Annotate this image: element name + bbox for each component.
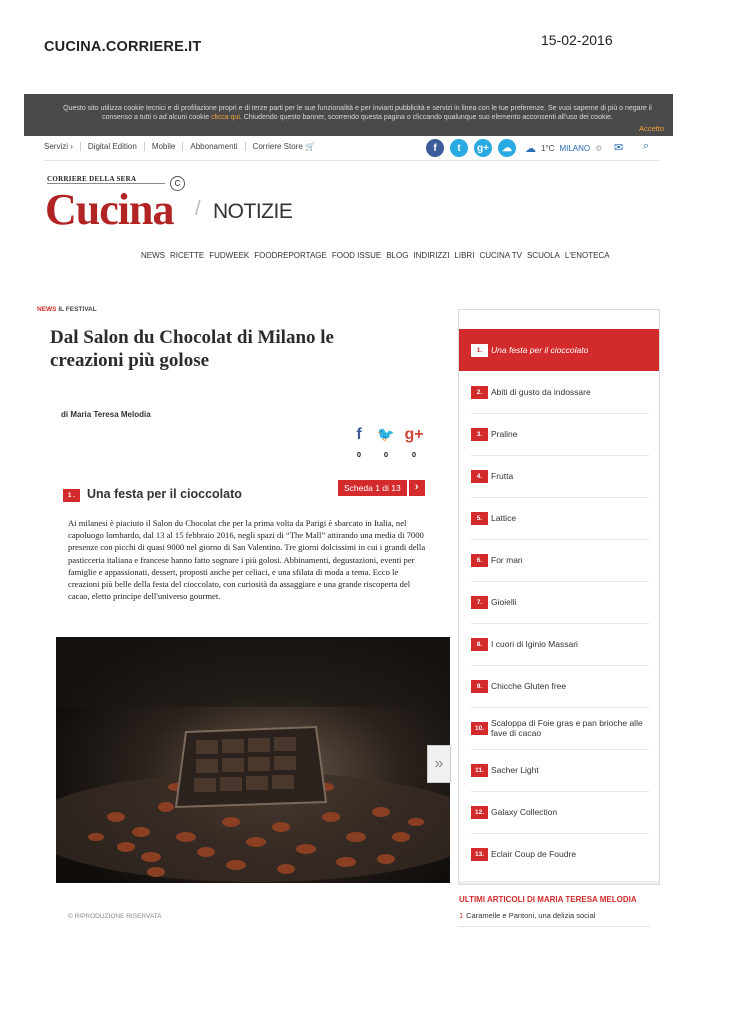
copyright: © RIPRODUZIONE RISERVATA bbox=[68, 913, 162, 920]
sidebar-item[interactable] bbox=[459, 623, 659, 665]
sidebar-item-label: Lattice bbox=[491, 513, 517, 523]
nav-fudweek[interactable]: FUDWEEK bbox=[209, 251, 250, 260]
next-slide-button[interactable]: › bbox=[409, 480, 425, 496]
topnav-digital-edition[interactable]: Digital Edition bbox=[81, 142, 145, 151]
sidebar-item[interactable] bbox=[459, 749, 659, 791]
sidebar-item-number: 11. bbox=[471, 764, 488, 777]
share-facebook-button[interactable] bbox=[347, 426, 371, 459]
nav-news[interactable]: NEWS bbox=[141, 251, 165, 260]
sidebar-item-number: 6. bbox=[471, 554, 488, 567]
sidebar-item[interactable] bbox=[459, 329, 659, 371]
sidebar-item-label: I cuori di Iginio Massari bbox=[491, 639, 578, 649]
chocolate-photo bbox=[56, 637, 450, 883]
nav-cucina-tv[interactable]: CUCINA TV bbox=[479, 251, 522, 260]
cucina-logo[interactable]: Cucina bbox=[45, 185, 174, 234]
divider bbox=[458, 926, 650, 927]
registered-mark: C bbox=[170, 176, 185, 191]
slides-sidebar bbox=[458, 309, 660, 885]
sidebar-item-number: 3. bbox=[471, 428, 488, 441]
sidebar-item-number: 10. bbox=[471, 722, 488, 735]
twitter-icon[interactable]: t bbox=[450, 139, 468, 157]
card-title: Una festa per il cioccolato bbox=[87, 487, 242, 501]
topnav-mobile[interactable]: Mobile bbox=[145, 142, 184, 151]
sidebar-item-number: 12. bbox=[471, 806, 488, 819]
sidebar-item-number: 1. bbox=[471, 344, 488, 357]
mail-icon[interactable]: ✉ bbox=[614, 142, 624, 154]
latest-article-title: Caramelle e Pantoni, una delizia social bbox=[466, 911, 596, 920]
sidebar-item-label: Una festa per il cioccolato bbox=[491, 345, 589, 355]
sidebar-item-number: 8. bbox=[471, 638, 488, 651]
article-byline: di Maria Teresa Melodia bbox=[61, 410, 151, 419]
cookie-text: Questo sito utilizza cookie tecnici e di profilazione propri e di terze parti per le sue funzionalità e per inviarti pubblicità e servizi in linea con le tue preferenze. Se vuoi saperne di più o negare il consenso a tutti o ad alcuni cookie clicca qui. Chiudendo questo banner, scorrendo questa pagina o cliccando qualunque suo elemento acconsenti all'uso dei cookie. bbox=[63, 105, 652, 121]
weather-widget[interactable] bbox=[525, 142, 602, 155]
article-kicker bbox=[37, 306, 97, 313]
sidebar-item[interactable] bbox=[459, 791, 659, 833]
share-count: 0 bbox=[411, 450, 417, 459]
sidebar-item[interactable] bbox=[459, 581, 659, 623]
card-number: 1 . bbox=[63, 489, 80, 502]
sidebar-item-label: Gioielli bbox=[491, 597, 517, 607]
nav-foodreportage[interactable]: FOODREPORTAGE bbox=[254, 251, 327, 260]
article-photo bbox=[56, 637, 450, 883]
article-body: Ai milanesi è piaciuto il Salon du Chocolat che per la prima volta da Parigi è sbarcato in Italia, nel capoluogo lombardo, dal 13 al 15 febbraio 2016, negli spazi di “The Mall” attirando una media di 7000 presenze con picchi di quasi 9000 nel giorno di San Valentino. Tre giorni dolcissimi in cui i grandi della pasticceria italiana e francese hanno fatto sognare i più golosi. Abbinamenti, degustazioni, eventi per famiglie e appassionati, dessert, proposti anche per celiaci, e una sfilata di moda a tema. Ecco le creazioni più belle della festa del cioccolato, con curiosità da assaggiare e una grande riscoperta del cacao, eletto principe dell'universo gourmet. bbox=[68, 518, 426, 602]
sidebar-item-number: 4. bbox=[471, 470, 488, 483]
nav-enoteca[interactable]: L'ENOTECA bbox=[564, 251, 610, 260]
weather-city: MILANO bbox=[559, 144, 591, 153]
google-plus-icon: g+ bbox=[404, 426, 424, 443]
nav-food-issue[interactable]: FOOD ISSUE bbox=[331, 251, 382, 260]
sidebar-item-label: Abiti di gusto da indossare bbox=[491, 387, 591, 397]
sidebar-item[interactable] bbox=[459, 455, 659, 497]
nav-blog[interactable]: BLOG bbox=[386, 251, 409, 260]
sidebar-item[interactable] bbox=[459, 413, 659, 455]
sidebar-item-number: 5. bbox=[471, 512, 488, 525]
nav-ricette[interactable]: RICETTE bbox=[170, 251, 205, 260]
latest-articles-heading: ULTIMI ARTICOLI DI MARIA TERESA MELODIA bbox=[459, 895, 637, 904]
sidebar-item[interactable] bbox=[459, 539, 659, 581]
gear-icon[interactable]: ⚙ bbox=[595, 144, 603, 153]
sidebar-item-label: Scaloppa di Foie gras e pan brioche alle fave di cacao bbox=[491, 718, 643, 738]
cookie-link[interactable]: clicca qui bbox=[211, 114, 240, 121]
share-count: 0 bbox=[356, 450, 362, 459]
nav-indirizzi[interactable]: INDIRIZZI bbox=[413, 251, 450, 260]
sidebar-item-label: Frutta bbox=[491, 471, 514, 481]
slide-counter bbox=[338, 480, 425, 496]
sidebar-item-number: 2. bbox=[471, 386, 488, 399]
sidebar-item-label: Praline bbox=[491, 429, 518, 439]
sidebar-item[interactable] bbox=[459, 707, 659, 749]
sidebar-item-number: 9. bbox=[471, 680, 488, 693]
latest-article-link[interactable] bbox=[459, 911, 595, 920]
article-headline: Dal Salon du Chocolat di Milano le creazioni più golose bbox=[50, 327, 334, 371]
slide-counter-label: Scheda 1 di 13 bbox=[338, 480, 407, 496]
nav-scuola[interactable]: SCUOLA bbox=[526, 251, 560, 260]
sidebar-item[interactable] bbox=[459, 665, 659, 707]
divider: / bbox=[195, 198, 201, 220]
kicker-news[interactable]: NEWS bbox=[37, 306, 57, 313]
topnav-abbonamenti[interactable]: Abbonamenti bbox=[183, 142, 245, 151]
photo-next-arrow[interactable]: » bbox=[427, 745, 451, 783]
weather-temp: 1°C bbox=[541, 144, 555, 153]
section-title: NOTIZIE bbox=[213, 200, 293, 223]
print-date: 15-02-2016 bbox=[541, 32, 613, 48]
facebook-icon: f bbox=[356, 426, 362, 443]
google-plus-icon[interactable]: g+ bbox=[474, 139, 492, 157]
sidebar-item-label: Eclair Coup de Foudre bbox=[491, 849, 577, 859]
latest-article-number: 1 bbox=[459, 911, 464, 920]
share-twitter-button[interactable] bbox=[374, 426, 398, 459]
sidebar-item-label: For man bbox=[491, 555, 523, 565]
sidebar-item-label: Sacher Light bbox=[491, 765, 539, 775]
site-name: CUCINA.CORRIERE.IT bbox=[44, 39, 202, 55]
cookie-banner bbox=[24, 94, 673, 136]
divider bbox=[44, 160, 659, 161]
twitter-icon: 🐦 bbox=[377, 426, 395, 442]
sidebar-item[interactable] bbox=[459, 833, 659, 875]
search-icon[interactable]: ⌕ bbox=[643, 140, 650, 152]
share-count: 0 bbox=[383, 450, 389, 459]
main-navigation bbox=[141, 251, 610, 260]
sidebar-item[interactable] bbox=[459, 371, 659, 413]
sidebar-item-number: 7. bbox=[471, 596, 488, 609]
sidebar-item-number: 13. bbox=[471, 848, 488, 861]
top-navigation bbox=[44, 142, 322, 151]
nav-libri[interactable]: LIBRI bbox=[454, 251, 475, 260]
share-google-plus-button[interactable] bbox=[402, 426, 426, 459]
facebook-icon[interactable]: f bbox=[426, 139, 444, 157]
logo-corriere: CORRIERE DELLA SERA bbox=[47, 175, 165, 184]
sidebar-item-label: Galaxy Collection bbox=[491, 807, 558, 817]
topnav-corriere-store[interactable]: Corriere Store 🛒 bbox=[252, 142, 315, 151]
kicker-festival: IL FESTIVAL bbox=[58, 306, 97, 313]
sidebar-item[interactable] bbox=[459, 497, 659, 539]
topnav-servizi[interactable]: Servizi › bbox=[44, 142, 81, 151]
messenger-icon[interactable]: ☁ bbox=[498, 139, 516, 157]
cloud-icon: ☁ bbox=[525, 143, 536, 155]
sidebar-item-label: Chicche Gluten free bbox=[491, 681, 567, 691]
accept-cookies-button[interactable]: Accetto bbox=[638, 124, 664, 133]
